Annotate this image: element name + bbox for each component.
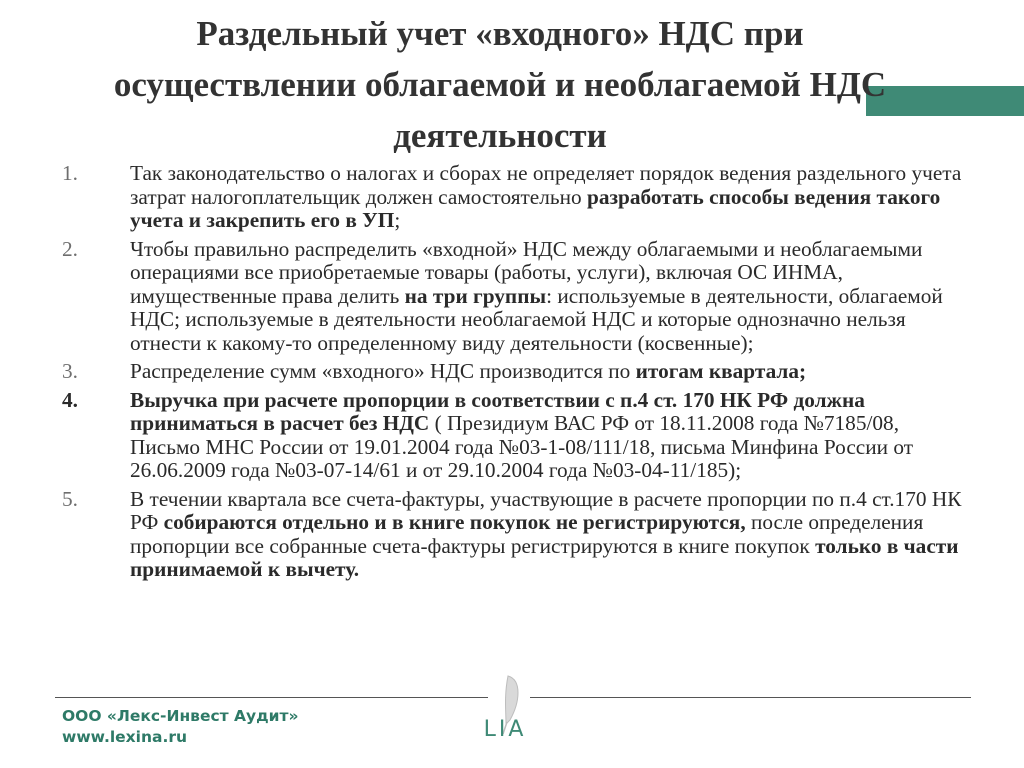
list-item [62, 162, 967, 233]
footer-divider-right [530, 697, 971, 698]
list-item-number: 5. [62, 486, 78, 511]
slide-title [40, 8, 960, 161]
list-item [62, 360, 967, 384]
title-line-3: деятельности [393, 116, 607, 155]
list-item-text: ; [394, 208, 401, 232]
list-item-number: 2. [62, 236, 78, 261]
list-item-bold-text: разработать способы ведения такого учета и закрепить его в УП [130, 184, 941, 232]
numbered-list [62, 162, 967, 587]
list-item-text: Чтобы правильно распределить «входной» НДС между облагаемыми и необлагаемыми операциями все приобретаемые товары (работы, услуги), включая ОС ИНМА, имущественные права делить [130, 236, 923, 308]
company-website[interactable]: www.lexina.ru [62, 728, 188, 746]
list-item-number: 4. [62, 387, 78, 412]
list-item [62, 238, 967, 356]
list-item-text: Так законодательство о налогах и сборах не определяет порядок ведения раздельного учета затрат налогоплательщик должен самостоятельно [130, 161, 962, 209]
lia-logo [470, 672, 540, 744]
list-item-number: 3. [62, 359, 78, 383]
title-line-1: Раздельный учет «входного» НДС при [196, 14, 804, 53]
list-item [62, 389, 967, 483]
list-item-bold-text: на три группы [404, 283, 547, 308]
footer-divider-left [55, 697, 488, 698]
company-info [62, 706, 299, 748]
list-item-text: В течении квартала все счета-фактуры, участвующие в расчете пропорции по п.4 ст.170 НК РФ [130, 486, 962, 534]
list-item-bold-text: Выручка при расчете пропорции в соответствии с п.4 ст. 170 НК РФ должна приниматься в расчет без НДС [130, 387, 865, 435]
list-item-number: 1. [62, 161, 78, 185]
title-line-2: осуществлении облагаемой и необлагаемой НДС [113, 65, 887, 104]
list-item-text: ( Президиум ВАС РФ от 18.11.2008 года №7185/08, Письмо МНС России от 19.01.2004 года №03-1-08/111/18, письма Минфина России от 26.06.2009 года №03-07-14/61 и от 29.10.2004 года №03-04-11/185); [130, 411, 914, 482]
list-item-bold-text: собираются отдельно и в книге покупок не регистрируются, [163, 510, 746, 534]
list-item-text: после определения пропорции все собранные счета-фактуры регистрируются в книге покупок [130, 510, 924, 558]
list-item [62, 488, 967, 582]
list-item-text: : используемые в деятельности, облагаемой НДС; используемые в деятельности необлагаемой НДС и которые однозначно нельзя отнести к какому-то определенному виду деятельности (косвенные); [130, 283, 943, 355]
list-item-bold-text: только в части принимаемой к вычету. [130, 533, 959, 581]
list-item-bold-text: итогам квартала; [635, 359, 807, 383]
company-name: ООО «Лекс-Инвест Аудит» [62, 707, 299, 725]
logo-text: LIA [483, 717, 527, 742]
list-item-text: Распределение сумм «входного» НДС производится по [130, 359, 636, 383]
